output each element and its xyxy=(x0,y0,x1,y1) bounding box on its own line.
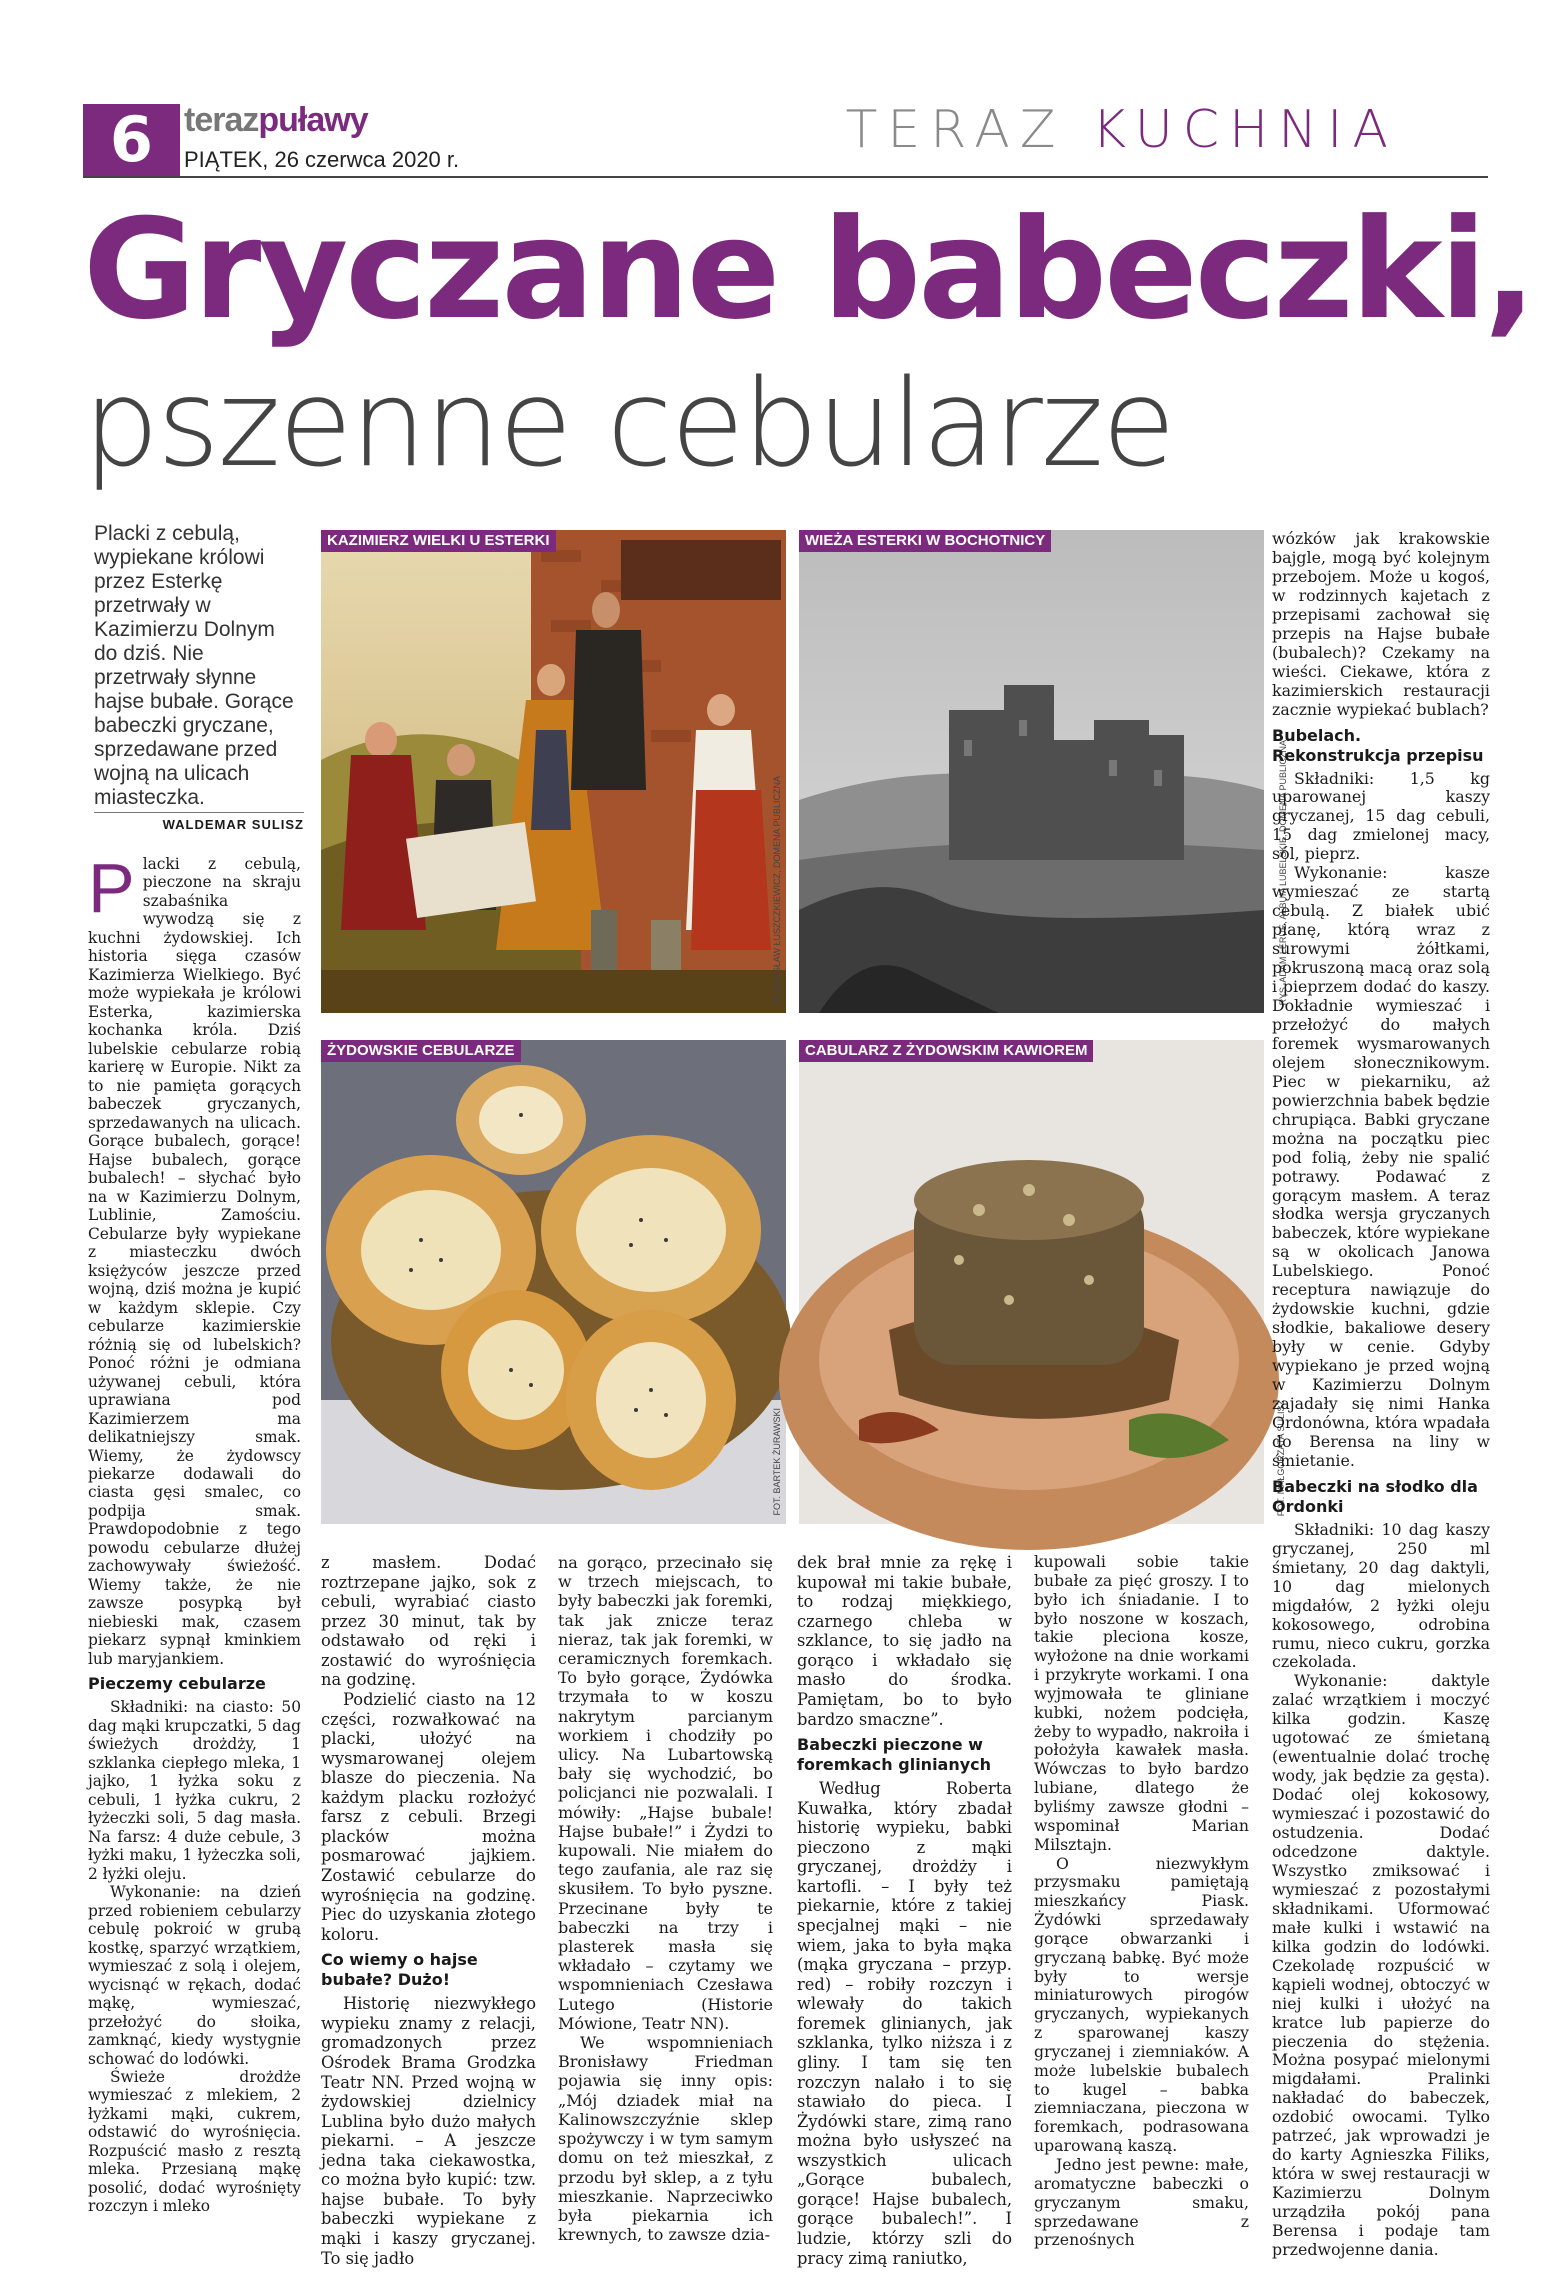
col1-heading: Pieczemy cebularze xyxy=(88,1674,266,1694)
col1-p1-text: lacki z cebulą, pieczone na skraju szabaśnika wywodzą się z kuchni żydowskiej. Ich historia sięga czasów Kazimierza Wielkiego. Być może wypiekała je królowi Esterka, kazimierska kochanka króla. Dziś lubelskie cebularze robią karierę w Europie. Nikt za to nie pamięta gorących babeczek gryczanych, sprzedawanych na ulicach. Gorące bubalech, gorące! Hajse bubalech, gorące bubalech! – słychać było na w Kazimierzu Dolnym, Lublinie, Zamościu. Cebularze były wypiekane z miasteczku dwóch księżyców jeszcze przed wojną, dziś można je kupić w każdym sklepie. Czy cebularze kazimierskie różnią się od lubelskich? Ponoć różni je odmiana używanej cebuli, która uprawiana pod Kazimierzem ma delikatniejszy smak. Wiemy, że żydowscy piekarze dodawali do ciasta gęsi smalec, co podpija smak. Prawdopodobnie z tego powodu cebularze dłużej zachowywały świeżość. Wiemy także, że nie zawsze posypką był niebieski mak, czasem piekarz sypnął kminkiem lub maryjankiem. xyxy=(88,855,301,1668)
article-column-5 xyxy=(1034,1553,1249,2250)
article-column-2 xyxy=(321,1553,536,2268)
photo-credit-1: WŁADYSŁAW ŁUSZCZKIEWICZ, DOMENA PUBLICZNA xyxy=(772,775,782,1005)
col2-paragraph-3: Historię niezwykłego wypieku znamy z relacji, gromadzonych przez Ośrodek Brama Grodzka Teatr NN. Przed wojną w żydowskiej dzielnicy Lublina było dużo małych piekarni. – A jeszcze jedna taka ciekawostka, co można było kupić: tzw. hajse bubałe. To były babeczki wypiekane z mąki i kaszy gryczanej. To się jadło xyxy=(321,1994,536,2268)
header-rule xyxy=(83,176,1488,178)
page-number: 6 xyxy=(83,104,180,176)
col2-paragraph-2: Podzielić ciasto na 12 części, rozwałkować na placki, ułożyć na wysmarowanej olejem blasze do pieczenia. Na każdym placku rozłożyć farsz z cebuli. Brzegi placków można posmarować jajkiem. Zostawić cebularze do wyrośnięcia na godzinę. Piec do uzyskania złotego koloru. xyxy=(321,1689,536,1944)
photo-painting xyxy=(321,530,786,1013)
col4-paragraph-2: Według Roberta Kuwałka, który zbadał historię wypieku, babki pieczono z mąki gryczanej, drożdży i kartofli. – I były też piekarnie, które z takiej specjalnej mąki – nie wiem, jaka to była mąka (mąka gryczana – przyp. red) – robiły rozczyn i wlewały do takich foremek glinianych, jak szklanka, tylko niższa i z gliny. I tam się ten rozczyn nalało i to się stawiało do pieca. I Żydówki stare, zimą rano można było usłyszeć na wszystkich ulicach „Gorące bubalech, gorące! Hajse bubalech, gorące bubalech!”. I ludzie, którzy szli do pracy zimą raniutko, xyxy=(797,1779,1012,2268)
col2-paragraph-1: z masłem. Dodać roztrzepane jajko, sok z cebuli, wyrabiać ciasto przez 30 minut, tak by odstawało od ręki i zostawić do wyrośnięcia na godzinę. xyxy=(321,1553,536,1690)
col1-paragraph-4: Świeże drożdże wymieszać z mlekiem, 2 łyżkami mąki, cukrem, odstawić do wyrośnięcia. Rozpuścić masło z resztą mleka. Przesianą mąkę posolić, dodać wyrośnięty rozczyn i mleko xyxy=(88,2068,301,2216)
cebularze-image xyxy=(321,1040,786,1524)
col6-heading-2: Babeczki na słodko dla Ordonki xyxy=(1272,1476,1478,1516)
caviar-image xyxy=(799,1040,1264,1524)
col6-paragraph-1: wózków jak krakowskie bajgle, mogą być kolejnym przebojem. Może u kogoś, w rodzinnych kajetach z przepisami zachował się przepis na Hajse bubałe (bubalech)? Czekamy na wieści. Ciekawe, która z kazimierskich restauracji zacznie wypiekać bublach? xyxy=(1272,529,1490,719)
col6-paragraph-3: Wykonanie: kasze wymieszać ze startą cebulą. Z białek ubić pianę, którą wraz z surowymi żółtkami, pokruszoną macą oraz solą i pieprzem dodać do kaszy. Dokładnie wymieszać i przełożyć do małych foremek wysmarowanych olejem słonecznikowym. Piec w piekarniku, aż powierzchnia babek będzie chrupiąca. Babki gryczane można na początku piec pod folią, żeby nie spalić potrawy. Podawać z gorącym masłem. A teraz słodka wersja gryczanych babeczek, które wypiekane są w okolicach Janowa Lubelskiego. Ponoć receptura nawiązuje do żydowskie kuchni, gdzie słodkie, bakaliowe desery były w cenie. Gdyby wypiekano je przed wojną w Kazimierzu Dolnym zajadały się nimi Hanka Ordonówna, która wpadała do Berensa na liny w śmietanie. xyxy=(1272,863,1490,1470)
drop-cap: P xyxy=(88,849,135,927)
photo-tower xyxy=(799,530,1288,1013)
col1-paragraph-3: Wykonanie: na dzień przed robieniem cebularzy cebulę pokroić w grubą kostkę, sparzyć wrzątkiem, wymieszać z solą i olejem, wycisnąć w rękach, dodać mąkę, wymieszać, przełożyć do słoika, zamknąć, kiedy wystygnie schować do lodówki. xyxy=(88,1883,301,2068)
col1-paragraph-2: Składniki: na ciasto: 50 dag mąki krupczatki, 5 dag świeżych drożdży, 1 szklanka ciepłego mleka, 1 jajko, 1 łyżka soku z cebuli, 1 łyżka cukru, 2 łyżeczki soli, 5 dag masła. Na farsz: 4 duże cebule, 3 łyżki maku, 1 łyżeczka soli, 2 łyżki oleju. xyxy=(88,1698,301,1883)
col5-paragraph-3: Jedno jest pewne: małe, aromatyczne babeczki o gryczanym smaku, sprzedawane z przenośnych xyxy=(1034,2155,1249,2250)
section-title-b: KUCHNIA xyxy=(1092,100,1398,160)
col1-paragraph-1 xyxy=(88,849,301,1668)
section-title xyxy=(846,100,1398,160)
photo-caviar xyxy=(799,1040,1286,1524)
issue-date: PIĄTEK, 26 czerwca 2020 r. xyxy=(184,147,460,172)
byline: WALDEMAR SULISZ xyxy=(94,812,304,833)
photo-credit-3: FOT. BARTEK ŻURAWSKI xyxy=(772,1408,782,1516)
col3-paragraph-1: na gorąco, przecinało się w trzech miejscach, to były babeczki jak foremki, tak jak znicze teraz nieraz, tak jak foremki, w ceramicznych foremkach. To było gorące, Żydówka trzymała to w koszu nakrytym parcianym workiem i chodziły po ulicy. Na Lubartowską bały się wychodzić, bo policjanci nie pozwalali. I mówiły: „Hajse bubale! Hajse bubałe!” i Żydzi to kupowali. Nie miałem do tego zaufania, ale raz się skusiłem. To było pyszne. Przecinane były te babeczki na trzy i plasterek masła się wkładało – czytamy we wspomnieniach Czesława Lutego (Historie Mówione, Teatr NN). xyxy=(558,1553,773,2033)
article-column-6 xyxy=(1272,530,1490,2260)
col6-paragraph-5: Wykonanie: daktyle zalać wrzątkiem i moczyć kilka godzin. Kaszę ugotować ze śmietaną (ewentualnie dolać trochę wody, jak będzie za gęsta). Dodać olej kokosowy, wymieszać i pozostawić do ostudzenia. Dodać odcedzone daktyle. Wszystko zmiksować i wymieszać z pozostałymi składnikami. Uformować małe kulki i wstawić na kilka godzin do lodówki. Czekoladę rozpuścić w kąpieli wodnej, obtoczyć w niej kulki i ułożyć na kratce lub papierze do pieczenia do stężenia. Można posypać mielonymi migdałami. Pralinki nakładać do babeczek, ozdobić owocami. Tylko patrzeć, jak wprowadzi je do karty Agnieszka Filiks, która w swej restauracji w Kazimierzu Dolnym urządziła pokój pana Berensa i podaje tam przedwojenne dania. xyxy=(1272,1671,1490,2260)
article-column-4 xyxy=(797,1553,1012,2268)
article-column-1 xyxy=(88,849,301,2216)
lead-paragraph: Placki z cebulą, wypiekane królowi przez Esterkę przetrwały w Kazimierzu Dolnym do dziś. Nie przetrwały słynne hajse bubałe. Gorące babeczki gryczane, sprzedawane przed wojną na ulicach miasteczka. xyxy=(94,522,294,809)
col6-heading-1: Bubelach. Rekonstrukcja przepisu xyxy=(1272,725,1484,765)
col6-paragraph-4: Składniki: 10 dag kaszy gryczanej, 250 ml śmietany, 20 dag daktyli, 10 dag mielonych migdałów, 2 łyżki oleju kokosowego, odrobina rumu, nieco cukru, gorzka czekolada. xyxy=(1272,1519,1490,1672)
subheadline: pszenne cebularze xyxy=(83,355,1174,494)
painting-image xyxy=(321,530,786,1013)
col5-paragraph-1: kupowali sobie takie bubałe za pięć groszy. I to było ich śniadanie. I to było noszone w koszach, takie pleciona kosze, wyłożone na dnie workami i przykryte workami. I ona wyjmowała te gliniane kubki, nożem podcięła, żeby to wypadło, nakroiła i położyła kawałek masła. Wówczas to było bardzo lubiane, dlatego że byliśmy zawsze głodni – wspominał Marian Milsztajn. xyxy=(1034,1552,1249,1854)
photo-caption-3: ŻYDOWSKIE CEBULARZE xyxy=(321,1040,521,1062)
col5-paragraph-2: O niezwykłym przysmaku pamiętają mieszkańcy Piask. Żydówki sprzedawały gorące obwarzanki i gryczaną babkę. Być może były to wersje miniaturowych pirogów gryczanych, wypiekanych z sparowanej kaszy gryczanej i ziemniaków. A może lubelskie bubalech to kugel – babka ziemniaczana, pieczona w foremkach, podrasowana uparowaną kaszą. xyxy=(1034,1853,1249,2156)
photo-caption-4: CABULARZ Z ŻYDOWSKIM KAWIOREM xyxy=(799,1040,1093,1062)
photo-caption-1: KAZIMIERZ WIELKI U ESTERKI xyxy=(321,530,556,552)
article-column-3 xyxy=(558,1553,773,2244)
col4-paragraph-1: dek brał mnie za rękę i kupował mi takie bubałe, to rodzaj miękkiego, czarnego chleba w szklance, to się jadło na gorąco i wkładało się masło do środka. Pamiętam, bo to było bardzo smaczne”. xyxy=(797,1553,1012,1729)
brand-logo xyxy=(184,100,368,140)
photo-cebularze xyxy=(321,1040,786,1524)
brand-city: puławy xyxy=(258,101,368,139)
col6-paragraph-2: Składniki: 1,5 kg uparowanej kaszy gryczanej, 15 dag cebuli, 15 dag zmielonej macy, sól, pieprz. xyxy=(1272,768,1490,864)
col4-heading: Babeczki pieczone w foremkach glinianych xyxy=(797,1735,992,1775)
col2-heading: Co wiemy o hajse bubałe? Dużo! xyxy=(321,1950,478,1990)
tower-image xyxy=(799,530,1264,1013)
headline: Gryczane babeczki, xyxy=(83,189,1534,350)
section-title-a: TERAZ xyxy=(845,100,1066,160)
photo-credit-2: RYS. ADAM LERUE, ALBUM LUBELSKIE, DOMENA PUBLICZNA xyxy=(1278,739,1288,1005)
brand-teraz: teraz xyxy=(184,101,259,139)
photo-credit-4: FOT. MAŁGORZATA SULISZ xyxy=(1276,1399,1286,1516)
photo-caption-2: WIEŻA ESTERKI W BOCHOTNICY xyxy=(799,530,1051,552)
col3-paragraph-2: We wspomnieniach Bronisławy Friedman pojawia się inny opis: „Mój dziadek miał na Kalinowszczyźnie sklep spożywczy i w tym samym domu on też mieszkał, z przodu był sklep, a z tyłu mieszkanie. Naprzeciwko była piekarnia ich krewnych, to zawsze dzia- xyxy=(558,2033,773,2245)
